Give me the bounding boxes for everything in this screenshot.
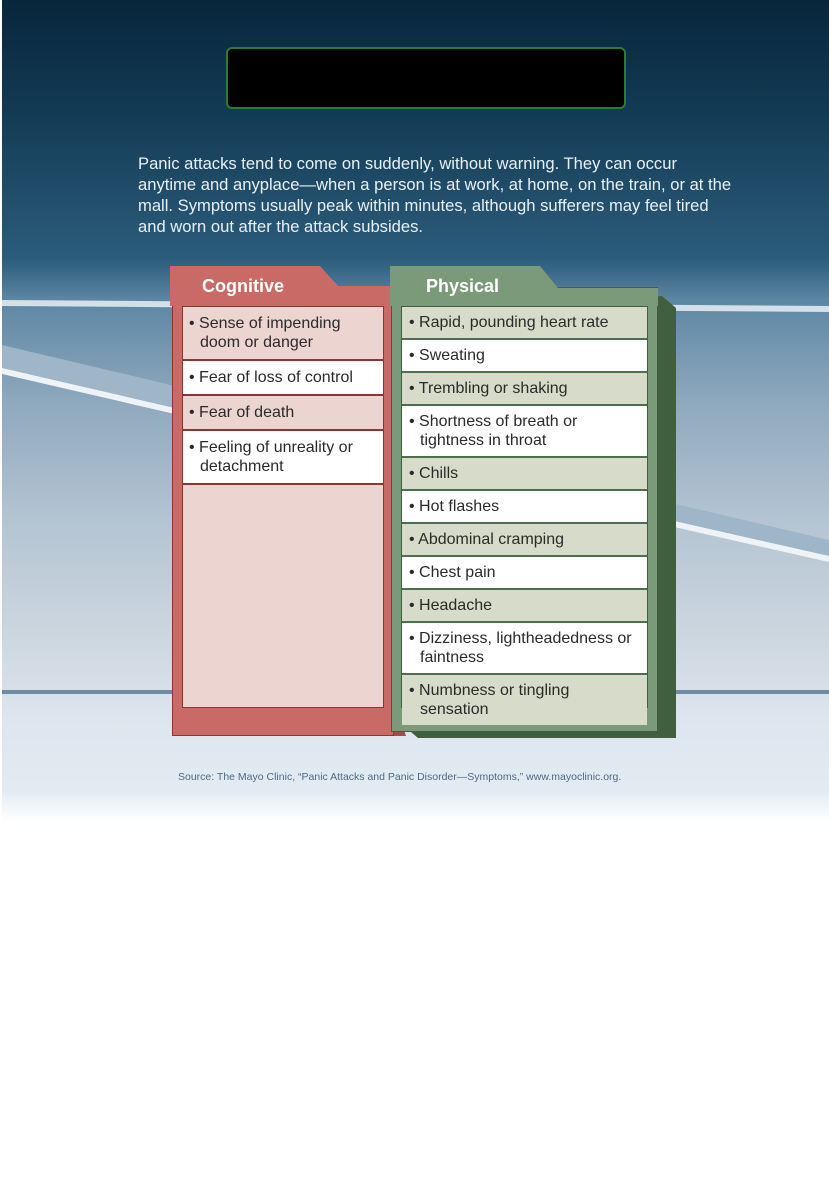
cognitive-list bbox=[182, 306, 384, 708]
physical-item: • Chills bbox=[402, 458, 647, 491]
physical-item: • Rapid, pounding heart rate bbox=[402, 307, 647, 340]
cognitive-item: • Feeling of unreality or detachment bbox=[183, 431, 383, 485]
physical-item: • Headache bbox=[402, 590, 647, 623]
physical-list bbox=[401, 306, 648, 718]
physical-column bbox=[390, 266, 676, 738]
source-citation: Source: The Mayo Clinic, “Panic Attacks and Panic Disorder—Symptoms,” www.mayoclinic.org. bbox=[178, 771, 622, 783]
physical-item: • Dizziness, lightheadedness or faintness bbox=[402, 623, 647, 675]
intro-paragraph: Panic attacks tend to come on suddenly, without warning. They can occur anytime and anyplace—when a person is at work, at home, on the train, or at the mall. Symptoms usually peak within minutes, although sufferers may feel tired and worn out after the attack subsides. bbox=[138, 154, 732, 236]
physical-item: • Chest pain bbox=[402, 557, 647, 590]
physical-item: • Abdominal cramping bbox=[402, 524, 647, 557]
cognitive-item: • Fear of death bbox=[183, 396, 383, 431]
physical-item: • Numbness or tingling sensation bbox=[402, 675, 647, 725]
cognitive-item: • Sense of impending doom or danger bbox=[183, 307, 383, 361]
cognitive-title: Cognitive bbox=[202, 276, 285, 296]
title-bar bbox=[226, 47, 626, 109]
physical-item: • Hot flashes bbox=[402, 491, 647, 524]
physical-item: • Sweating bbox=[402, 340, 647, 373]
cognitive-item: • Fear of loss of control bbox=[183, 361, 383, 396]
physical-title: Physical bbox=[426, 276, 500, 296]
cognitive-column bbox=[170, 266, 402, 736]
poster bbox=[2, 0, 829, 822]
physical-item: • Trembling or shaking bbox=[402, 373, 647, 406]
physical-item: • Shortness of breath or tightness in throat bbox=[402, 406, 647, 458]
